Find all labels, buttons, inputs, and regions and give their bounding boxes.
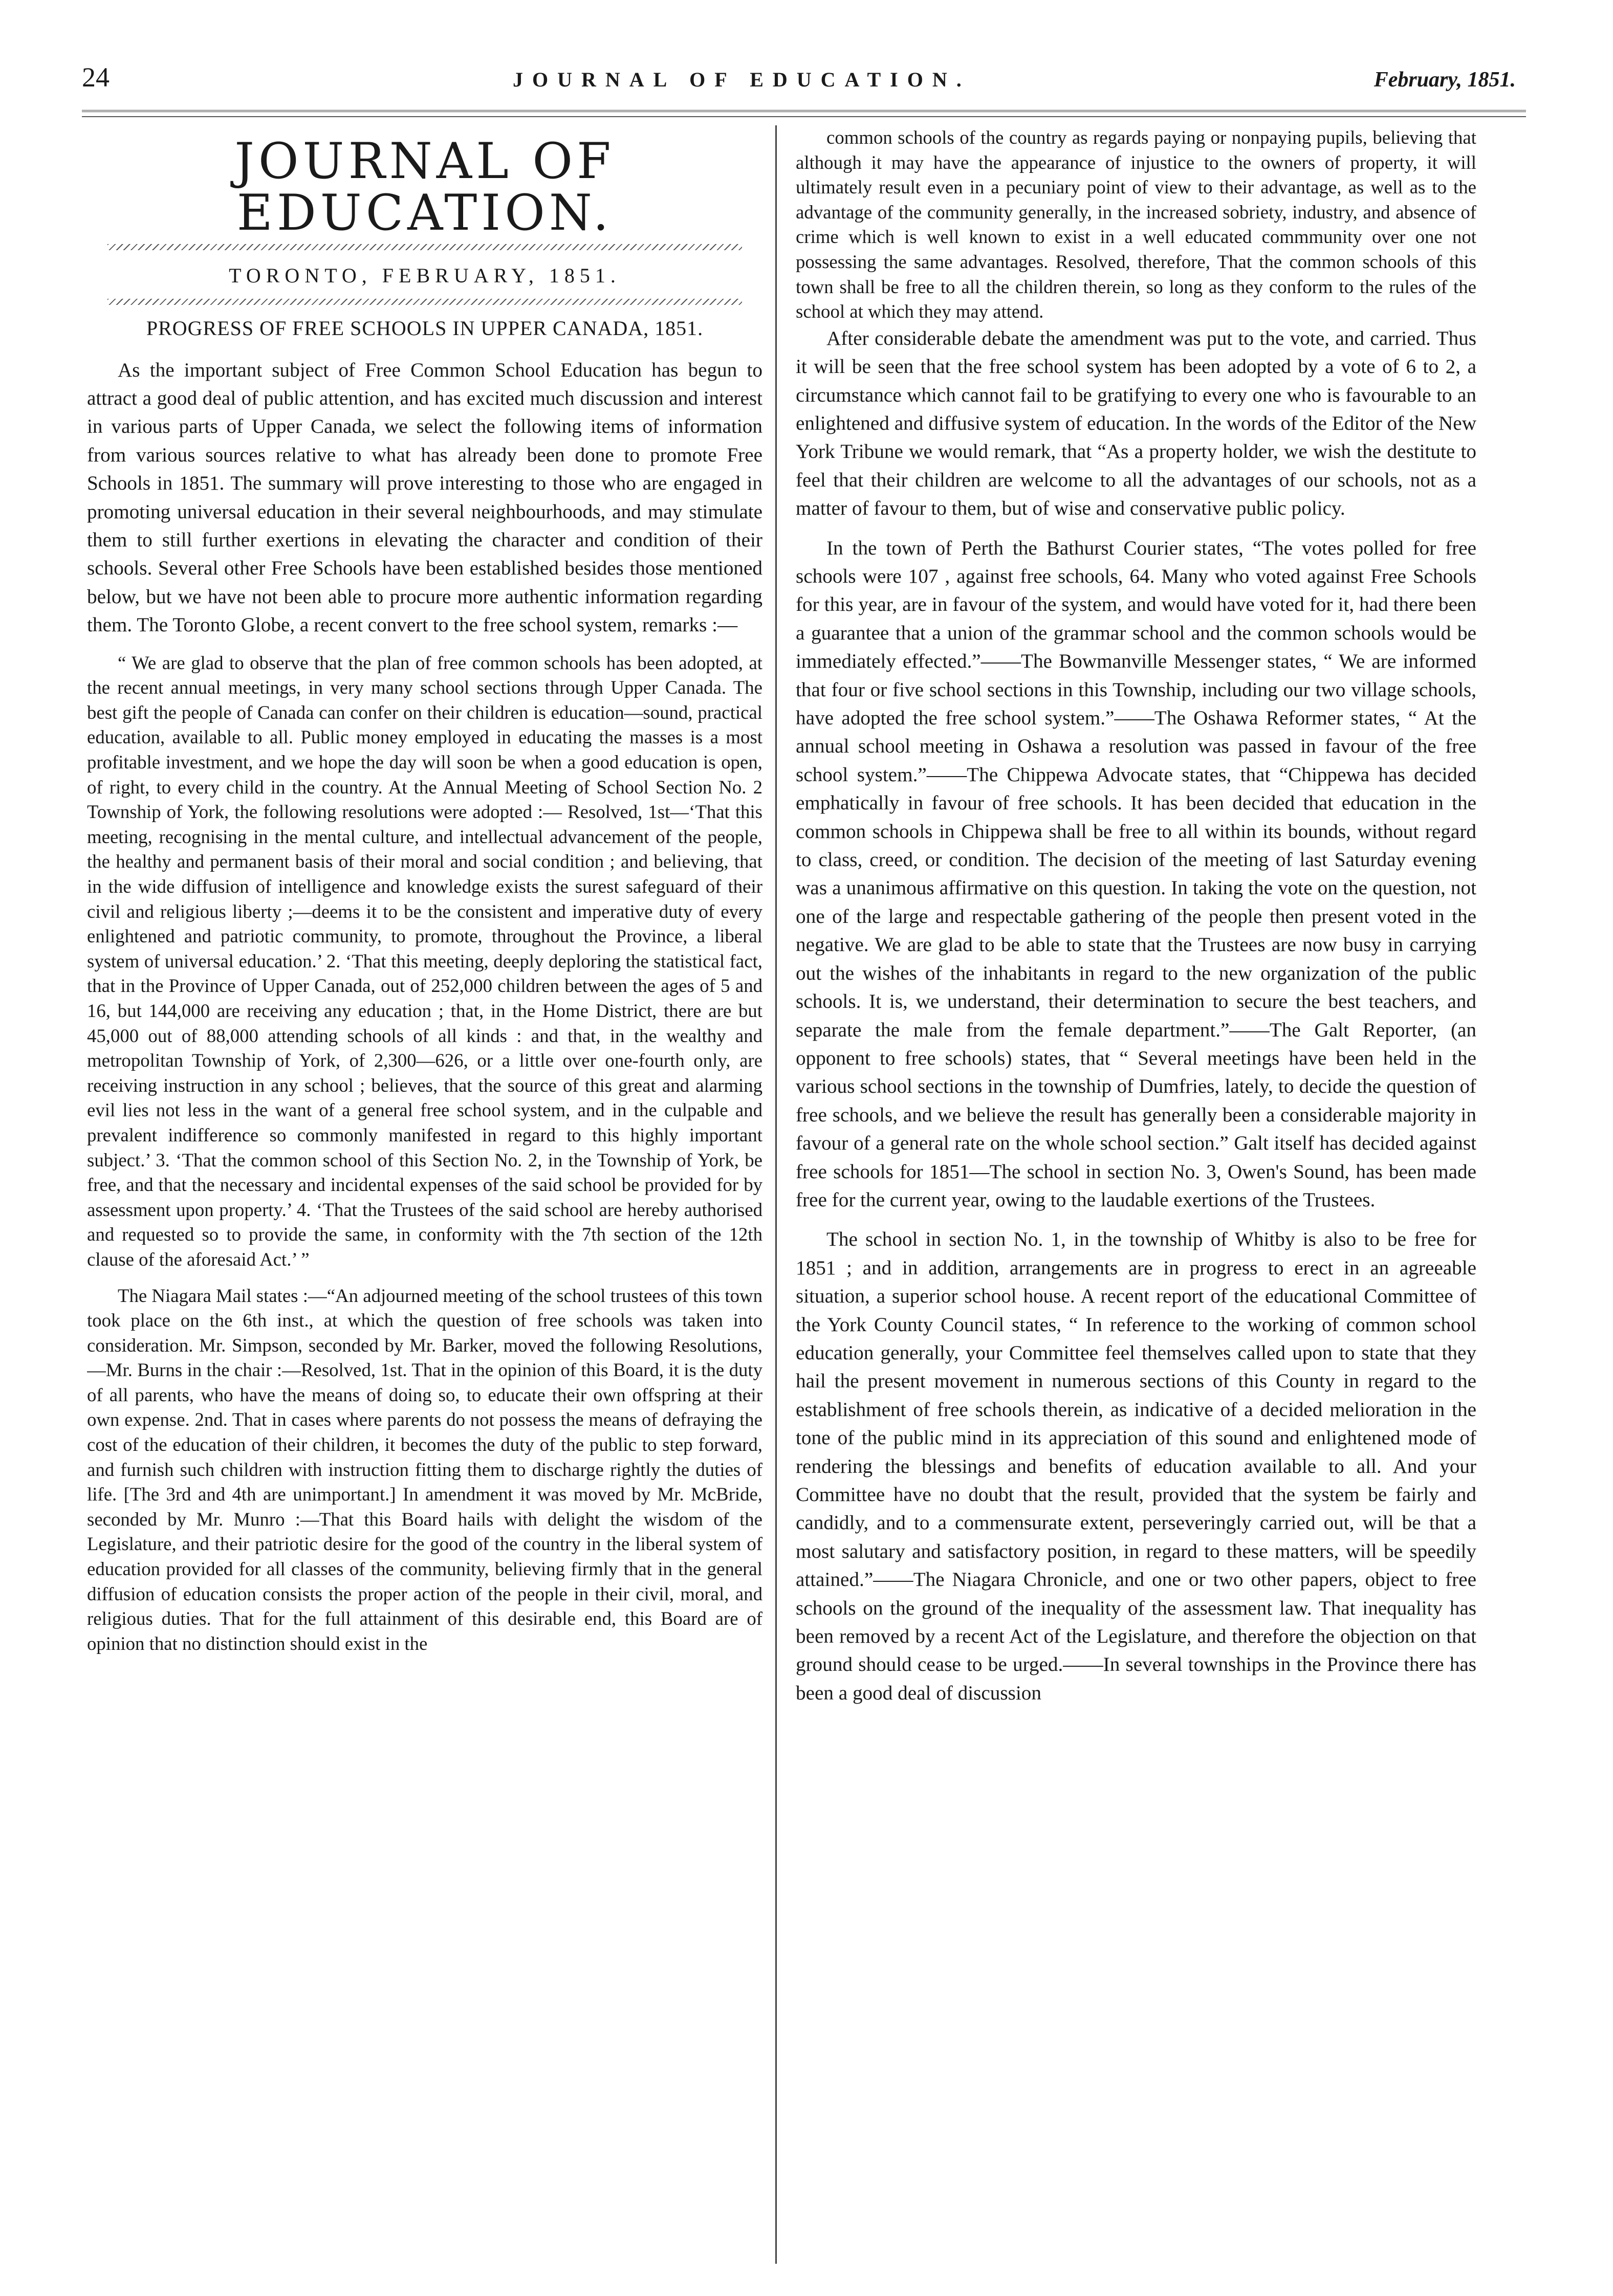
intro-section [87, 356, 762, 639]
dateline: TORONTO, FEBRUARY, 1851. [229, 263, 621, 287]
article-title: PROGRESS OF FREE SCHOOLS IN UPPER CANADA, 1851. [146, 316, 704, 340]
right-quote-section [796, 125, 1476, 324]
column-divider [775, 125, 777, 2264]
right-column [796, 125, 1476, 2269]
issue-date: February, 1851. [1374, 68, 1516, 92]
spacer [796, 1214, 1476, 1225]
spacer [87, 639, 762, 651]
quote-section [87, 651, 762, 1657]
niagara-mail-paragraph: The Niagara Mail states :—“An adjourned meeting of the school trustees of this town took place on the 6th inst., at which the question of free schools was taken into consideration. Mr. Simpson, seconded by Mr. Barker, moved the following Resolutions,—Mr. Burns in the chair :—Resolved, 1st. That in the opinion of this Board, it is the duty of all parents, who have the means of doing so, to educate their own offspring at their own expense. 2nd. That in cases where parents do not possess the means of defraying the cost of the education of their children, it becomes the duty of the public to step forward, and furnish such children with instruction fitting them to discharge rightly the duties of life. [The 3rd and 4th are unimportant.] In amendment it was moved by Mr. McBride, seconded by Mr. Munro :—That this Board hails with delight the wisdom of the Legislature, and their patriotic desire for the good of the country in the liberal system of education provided for all classes of the community, believing firmly that in the general diffusion of education consists the proper action of the people in their civil, moral, and religious duties. That for the full attainment of this desirable end, this Board are of opinion that no distinction should exist in the [87, 1285, 762, 1654]
spacer [796, 523, 1476, 534]
page-number: 24 [82, 62, 110, 93]
header-rule [82, 110, 1526, 117]
wavy-rule [107, 299, 742, 305]
amendment-paragraph: After considerable debate the amendment was put to the vote, and carried. Thus it will be seen that the free school system has been adopted by a vote of 6 to 2, a circumstance which cannot fail to be gratifying to every one who is favourable to an enlightened and diffusive system of education. In the words of the Editor of the New York Tribune we would remark, that “As a property holder, we wish the destitute to feel that their children are welcome to all the advantages of our schools, not as a matter of favour to them, but of wise and conservative public policy. [796, 327, 1476, 520]
masthead-title: JOURNAL OF EDUCATION. [234, 133, 615, 241]
running-title: JOURNAL OF EDUCATION. [513, 68, 971, 91]
running-head [82, 61, 1516, 102]
spacer [87, 1272, 762, 1284]
wavy-rule [107, 244, 742, 250]
perth-paragraph: In the town of Perth the Bathurst Courier states, “The votes polled for free schools were 107 , against free schools, 64. Many who voted against Free Schools for this year, are in favour of the system, and would have voted for it, had there been a guarantee that a union of the grammar school and the common schools would be immediately effected.”——The Bowmanville Messenger states, “ We are informed that four or five school sections in this Township, including our two village schools, have adopted the free school system.”——The Oshawa Reformer states, “ At the annual school meeting in Oshawa a resolution was passed in favour of the free school system.”——The Chippewa Advocate states, that “Chippewa has decided emphatically in favour of free schools. It has been decided that education in the common schools in Chippewa shall be free to all within its bounds, without regard to class, creed, or condition. The decision of the meeting of last Saturday evening was a unanimous affirmative on this question. In taking the vote on the question, not one of the large and respectable gathering of the people then present voted in the negative. We are glad to be able to state that the Trustees are now busy in carrying out the wishes of the inhabitants in regard to the new organization of the public schools. It is, we understand, their determination to secure the best teachers, and separate the male from the female department.”——The Galt Reporter, (an opponent to free schools) states, that “ Several meetings have been held in the various school sections in the township of Dumfries, lately, to decide the question of free schools, and we believe the result has generally been a considerable majority in favour of a general rate on the whole school section.” Galt itself has decided against free schools for 1851—The school in section No. 3, Owen's Sound, has been made free for the current year, owing to the laudable exertions of the Trustees. [796, 537, 1476, 1211]
left-column [87, 125, 762, 2269]
continuation-paragraph: common schools of the country as regards paying or nonpaying pupils, believing that although it may have the appearance of injustice to the owners of property, it will ultimately result even in a pecuniary point of view to their advantage, as well as to the advantage of the community generally, in the increased sobriety, industry, and absence of crime which is well known to exist in a well educated commmunity over one not possessing the same advantages. Resolved, therefore, That the common schools of this town shall be free to all the children therein, so long as they conform to the rules of the school at which they may attend. [796, 127, 1476, 322]
whitby-paragraph: The school in section No. 1, in the township of Whitby is also to be free for 1851 ; and in addition, arrangements are in progress to erect in an agreeable situation, a superior school house. A recent report of the educational Committee of the York County Council states, “ In reference to the working of common school education generally, your Committee feel themselves called upon to state that they hail the present movement in numerous sections of this County in regard to the establishment of free schools therein, as indicative of a decided melioration in the tone of the public mind in its appreciation of this sound and enlightened mode of rendering the blessings and benefits of education available to all. And your Committee have no doubt that the result, provided that the system be fairly and candidly, and to a commensurate extent, perseveringly carried out, will be that a most salutary and satisfactory position, in regard to these matters, will be speedily attained.”——The Niagara Chronicle, and one or two other papers, object to free schools on the ground of the inequality of the assessment law. That inequality has been removed by a recent Act of the Legislature, and therefore the objection on that ground should cease to be urged.——In several townships in the Province there has been a good deal of discussion [796, 1228, 1476, 1704]
right-body-section [796, 324, 1476, 1708]
intro-paragraph: As the important subject of Free Common School Education has begun to attract a good deal of public attention, and has excited much discussion and interest in various parts of Upper Canada, we select the following items of information from various sources relative to what has already been done to promote Free Schools in 1851. The summary will prove interesting to those who are engaged in promoting universal education in their several neighbourhoods, and may stimulate them to still further exertions in elevating the character and condition of their schools. Several other Free Schools have been established besides those mentioned below, but we have not been able to procure more authentic information regarding them. The Toronto Globe, a recent convert to the free school system, remarks :— [87, 359, 762, 636]
globe-quote-paragraph: “ We are glad to observe that the plan of free common schools has been adopted, at the recent annual meetings, in very many school sections through Upper Canada. The best gift the people of Canada can confer on their children is education—sound, practical education, available to all. Public money employed in educating the masses is a most profitable investment, and we hope the day will soon be when a good education is open, of right, to every child in the country. At the Annual Meeting of School Section No. 2 Township of York, the following resolutions were adopted :— Resolved, 1st—‘That this meeting, recognising in the mental culture, and intellectual advancement of the people, the healthy and permanent basis of their moral and social condition ; and believing, that in the wide diffusion of intelligence and knowledge exists the surest safeguard of their civil and religious liberty ;—deems it to be the consistent and imperative duty of every enlightened and patriotic community, to promote, throughout the Province, a liberal system of universal education.’ 2. ‘That this meeting, deeply deploring the statistical fact, that in the Province of Upper Canada, out of 252,000 children between the ages of 5 and 16, but 144,000 are receiving any education ; that, in the Home District, there are but 45,000 out of 88,000 attending schools of all kinds : and that, in the wealthy and metropolitan Township of York, of 2,300—626, or a little over one-fourth only, are receiving instruction in any school ; believes, that the source of this great and alarming evil lies not less in the want of a general free school system, and in the culpable and prevalent indifference so commonly manifested in regard to this highly important subject.’ 3. ‘That the common school of this Section No. 2, in the Township of York, be free, and that the necessary and incidental expenses of the said school be provided for by assessment upon property.’ 4. ‘That the Trustees of the said school are hereby authorised and requested so to provide the same, in conformity with the 7th section of the 12th clause of the aforesaid Act.’ ” [87, 652, 762, 1270]
